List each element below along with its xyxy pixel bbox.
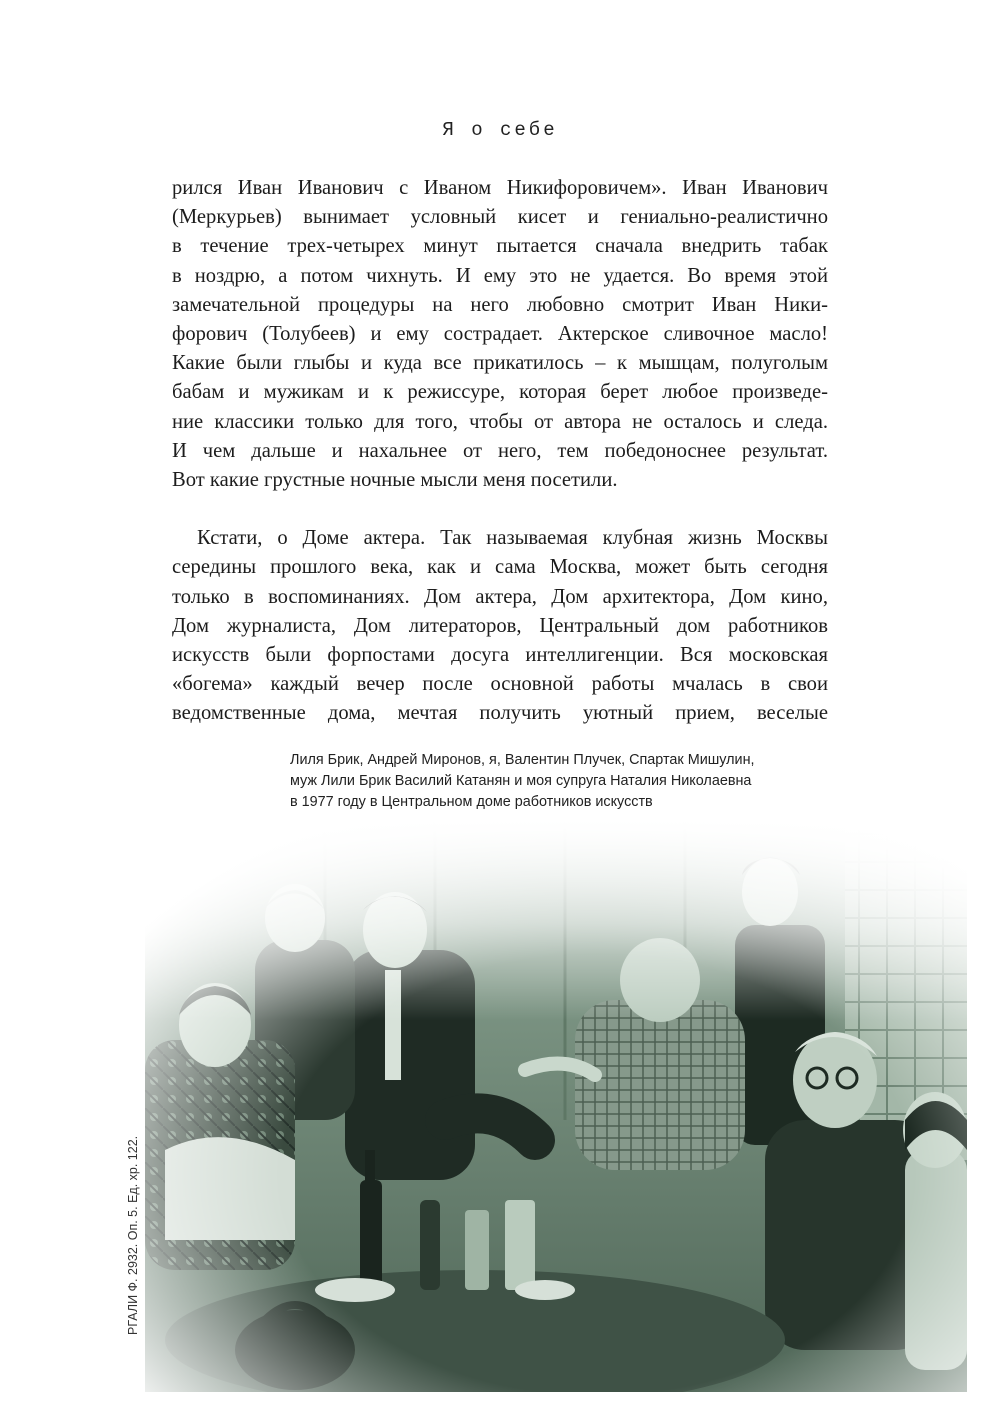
- caption-line: Лиля Брик, Андрей Миронов, я, Валентин Плучек, Спартак Мишулин,: [290, 752, 755, 768]
- text-line: форович (Толубеев) и ему сострадает. Актерское сливочное масло!: [172, 323, 828, 346]
- text-line: замечательной процедуры на него любовно смотрит Иван Ники-: [172, 293, 828, 316]
- text-line: «богема» каждый вечер после основной работы мчалась в свои: [172, 673, 828, 696]
- text-line: в ноздрю, а потом чихнуть. И ему это не удается. Во время этой: [172, 264, 828, 287]
- text-line: Вот какие грустные ночные мысли меня посетили.: [172, 469, 618, 492]
- running-head: Я о себе: [442, 119, 558, 141]
- text-line: ние классики только для того, чтобы от автора не осталось и следа.: [172, 410, 828, 433]
- text-line: ведомственные дома, мечтая получить уютный прием, веселые: [172, 702, 828, 725]
- paragraph-2: [172, 524, 828, 728]
- text-line: И чем дальше и нахальнее от него, тем победоноснее результат.: [172, 439, 828, 462]
- text-line: рился Иван Иванович с Иваном Никифоровичем». Иван Иванович: [172, 177, 828, 199]
- text-line: Кстати, о Доме актера. Так называемая клубная жизнь Москвы: [197, 527, 828, 550]
- text-line: Дом журналиста, Дом литераторов, Центральный дом работников: [172, 614, 828, 637]
- text-line: (Меркурьев) вынимает условный кисет и гениально-реалистично: [172, 206, 828, 229]
- text-line: середины прошлого века, как и сама Москва, может быть сегодня: [172, 556, 828, 579]
- text-line: бабам и мужикам и к режиссуре, которая берет любое произведе-: [172, 381, 828, 404]
- text-line: искусств были форпостами досуга интеллигенции. Вся московская: [172, 644, 828, 667]
- text-line: только в воспоминаниях. Дом актера, Дом архитектора, Дом кино,: [172, 585, 828, 608]
- caption-line: в 1977 году в Центральном доме работников искусств: [290, 794, 653, 810]
- caption-line: муж Лили Брик Василий Катанян и моя супруга Наталия Николаевна: [290, 773, 752, 789]
- text-line: в течение трех-четырех минут пытается сначала внедрить табак: [172, 235, 828, 258]
- photo-top-fade: [145, 820, 967, 1392]
- paragraph-1: [172, 174, 828, 495]
- photo-caption: [290, 750, 850, 813]
- text-line: Какие были глыбы и куда все прикатилось – к мышцам, полуголым: [172, 352, 828, 375]
- group-photograph: [145, 820, 967, 1392]
- body-text: [172, 174, 828, 729]
- archive-source-reference: РГАЛИ Ф. 2932. Оп. 5. Ед. хр. 122.: [126, 1135, 140, 1335]
- photo-illustration: [145, 820, 967, 1392]
